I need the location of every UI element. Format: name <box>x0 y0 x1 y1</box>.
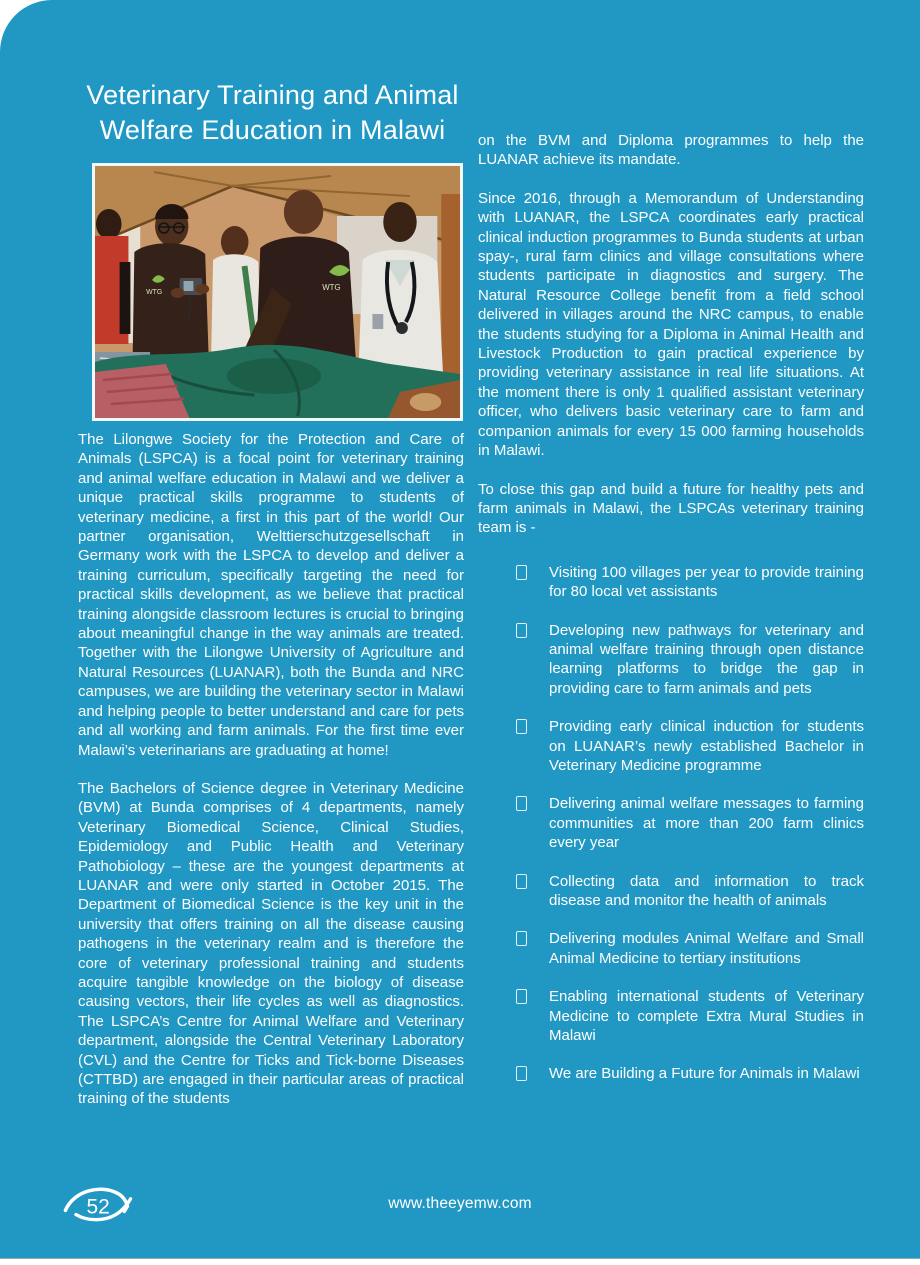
bullet-square-icon <box>516 565 527 580</box>
training-activities-list <box>478 563 864 1084</box>
left-text-column <box>78 430 464 1128</box>
paragraph-lspca-intro: The Lilongwe Society for the Protection and Care of Animals (LSPCA) is a focal point for veterinary training and animal welfare education in Malawi and we deliver a unique practical skills programme to students of veterinary medicine, a first in this part of the world! Our partner organisation, Welttierschutzgesellschaft in Germany work with the LSPCA to develop and deliver a training curriculum, specifically targeting the need for practical skills development, as we believe that practical training alongside classroom lectures is crucial to bringing about meaningful change in the way animals are treated. Together with the Lilongwe University of Agriculture and Natural Resources (LUANAR), both the Bunda and NRC campuses, we are building the veterinary sector in Malawi and helping people to better understand and care for pets and all working and farm animals. For the first time ever Malawi’s veterinarians are graduating at home! <box>78 431 464 759</box>
list-item: Enabling international students of Veterinary Medicine to complete Extra Mural Studies in Malawi <box>478 987 864 1045</box>
list-item: Providing early clinical induction for students on LUANAR’s newly established Bachelor in Veterinary Medicine programme <box>478 717 864 775</box>
list-item: We are Building a Future for Animals in Malawi <box>478 1064 864 1083</box>
page-title <box>70 78 475 148</box>
article-photo <box>92 163 463 421</box>
page-title-line1: Veterinary Training and Animal <box>86 80 459 110</box>
paragraph-close-gap: To close this gap and build a future for healthy pets and farm animals in Malawi, the LSPCAs veterinary training team is - <box>478 480 864 537</box>
list-item: Delivering modules Animal Welfare and Small Animal Medicine to tertiary institutions <box>478 929 864 968</box>
list-item: Developing new pathways for veterinary and animal welfare training through open distance learning platforms to bridge the gap in providing care to farm animals and pets <box>478 621 864 699</box>
paragraph-since-2016: Since 2016, through a Memorandum of Understanding with LUANAR, the LSPCA coordinates early practical clinical induction programmes to Bunda students at urban spay-, rural farm clinics and village consultations where students participate in diagnostics and surgery. The Natural Resource College benefit from a field school delivered in villages around the NRC campus, to enable the students studying for a Diploma in Animal Health and Livestock Production to gain practical experience by providing veterinary assistance in real life situations. At the moment there is only 1 qualified assistant veterinary officer, who delivers basic veterinary care to farm and companion animals for every 15 000 farming households in Malawi. <box>478 189 864 460</box>
paragraph-bvm-degree: The Bachelors of Science degree in Veterinary Medicine (BVM) at Bunda comprises of 4 departments, namely Veterinary Biomedical Science, Clinical Studies, Epidemiology and Public Health and Veterinary Pathobiology – these are the youngest departments at LUANAR and were only started in October 2015. The Department of Biomedical Science is the key unit in the university that offers training on all the disease causing pathogens in the veterinary realm and is therefore the core of veterinary professional training and students acquire tangible knowledge on the biology of disease causing vectors, their life cycles as well as diagnostics. The LSPCA’s Centre for Animal Welfare and Veterinary department, alongside the Central Veterinary Laboratory (CVL) and the Centre for Ticks and Tick-borne Diseases (CTTBD) are engaged in their particular areas of practical training of the students <box>78 779 464 1108</box>
list-item: Visiting 100 villages per year to provide training for 80 local vet assistants <box>478 563 864 602</box>
website-url: www.theeyemw.com <box>388 1195 532 1212</box>
list-item: Delivering animal welfare messages to farming communities at more than 200 farm clinics every year <box>478 794 864 852</box>
page-number: 52 <box>86 1195 110 1219</box>
bullet-square-icon <box>516 874 527 889</box>
bullet-square-icon <box>516 623 527 638</box>
list-item: Collecting data and information to track disease and monitor the health of animals <box>478 872 864 911</box>
right-text-column <box>478 131 864 1103</box>
wtg-shirt-text: WTG <box>322 282 341 293</box>
bullet-square-icon <box>516 796 527 811</box>
bullet-square-icon <box>516 989 527 1004</box>
bullet-square-icon <box>516 931 527 946</box>
paragraph-mandate: on the BVM and Diploma programmes to help the LUANAR achieve its mandate. <box>478 132 864 169</box>
wtg-shirt-text: WTG <box>146 288 163 297</box>
veterinary-field-training-illustration <box>95 166 460 418</box>
page-title-line2: Welfare Education in Malawi <box>99 115 446 145</box>
bullet-square-icon <box>516 719 527 734</box>
bullet-square-icon <box>516 1066 527 1081</box>
